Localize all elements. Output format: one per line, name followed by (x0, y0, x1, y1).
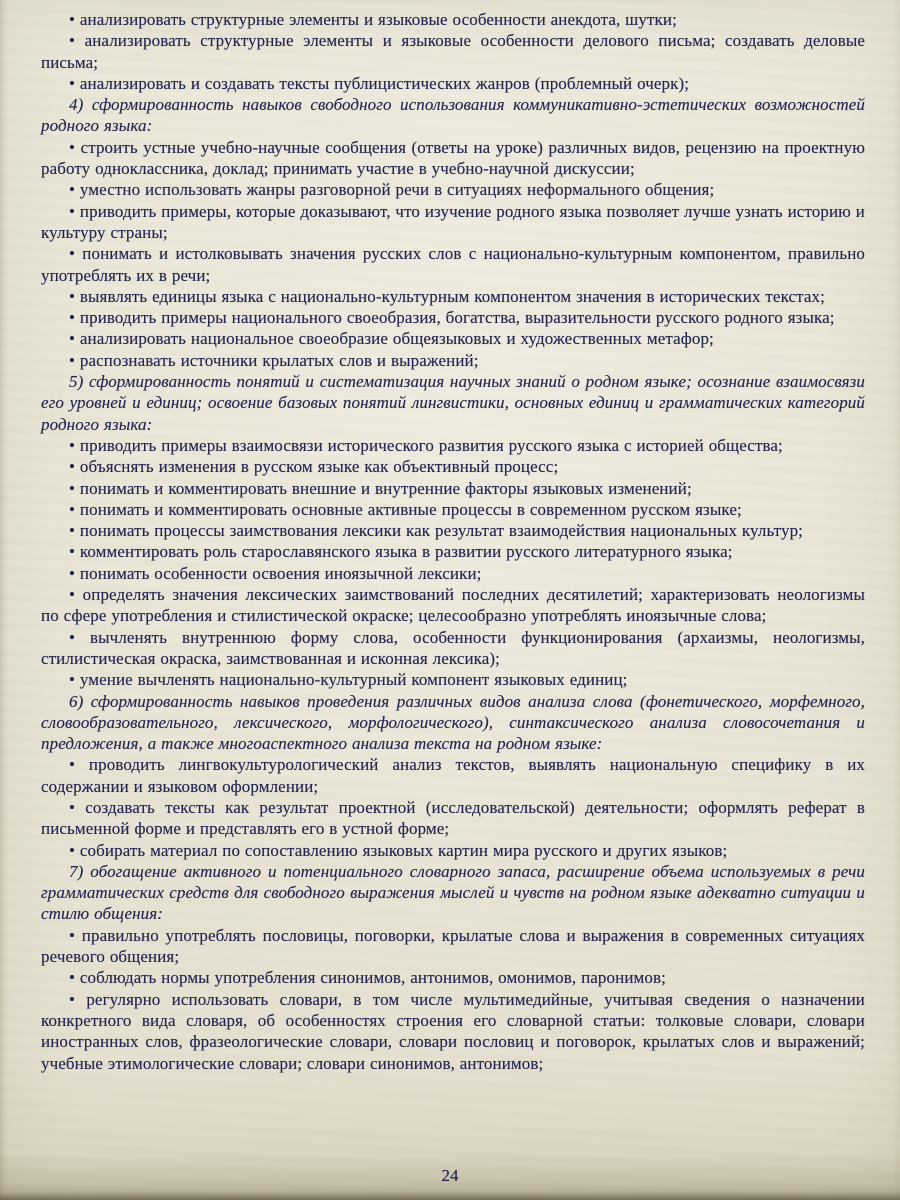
paragraph: • выявлять единицы языка с национально-культурным компонентом значения в исторических текстах; (69, 286, 825, 306)
paragraph: • умение вычленять национально-культурный компонент языковых единиц; (69, 670, 628, 690)
paragraph: • определять значения лексических заимствований последних десятилетий; характеризовать неологизмы по сфере употребления и стилистической окраске; целесообразно употреблять иноязычные слова; (41, 585, 865, 626)
paragraph: • анализировать национальное своеобразие общеязыковых и художественных метафор; (69, 329, 714, 349)
paragraph: • понимать и комментировать внешние и внутренние факторы языковых изменений; (69, 478, 692, 498)
paragraph: • объяснять изменения в русском языке как объективный процесс; (69, 457, 559, 477)
paragraph: • приводить примеры национального своеобразия, богатства, выразительности русского родного языка; (69, 308, 835, 328)
page-number: 24 (441, 1166, 459, 1185)
paragraph: • вычленять внутреннюю форму слова, особенности функционирования (архаизмы, неологизмы, стилистическая окраска, заимствованная и исконная лексика); (41, 627, 865, 668)
paragraph: • анализировать и создавать тексты публицистических жанров (проблемный очерк); (69, 73, 690, 93)
paragraph: • комментировать роль старославянского языка в развитии русского литературного языка; (69, 542, 733, 562)
paragraph: • правильно употреблять пословицы, поговорки, крылатые слова и выражения в современных ситуациях речевого общения; (41, 925, 865, 967)
paragraph: • приводить примеры взаимосвязи исторического развития русского языка с историей общества; (69, 435, 783, 455)
paragraph: • понимать особенности освоения иноязычной лексики; (69, 563, 482, 583)
paragraph: • распознавать источники крылатых слов и выражений; (69, 350, 479, 370)
paragraph: • понимать и истолковывать значения русских слов с национально-культурным компонентом, правильно употреблять их в речи; (41, 244, 865, 285)
paragraph-numbered-item: 4) сформированность навыков свободного использования коммуникативно-эстетических возможностей родного языка: (41, 95, 865, 136)
paragraph: • понимать и комментировать основные активные процессы в современном русском языке; (69, 499, 742, 519)
paragraph: • приводить примеры, которые доказывают, что изучение родного языка позволяет лучше узнать историю и культуру страны; (41, 201, 865, 242)
paragraph: • понимать процессы заимствования лексики как результат взаимодействия национальных культур; (69, 521, 803, 541)
paragraph: • уместно использовать жанры разговорной речи в ситуациях неформального общения; (69, 180, 715, 200)
paragraph: • анализировать структурные элементы и языковые особенности делового письма; создавать деловые письма; (41, 31, 865, 72)
paragraph: • регулярно использовать словари, в том числе мультимедийные, учитывая сведения о назначении конкретного вида словаря, об особенностях строения его словарной статьи: толковые словари, словари иностранных слов, фразеологические словари, словари пословиц и поговорок, крылатых слов и выражений; учебные этимологические словари; словари синонимов, антонимов; (41, 989, 865, 1073)
paragraph-numbered-item: 6) сформированность навыков проведения различных видов анализа слова (фонетического, морфемного, словообразовательного, лексического, морфологического), синтаксического анализа словосочетания и предложения, а также многоаспектного анализа текста на родном языке: (41, 691, 865, 754)
paragraph: • анализировать структурные элементы и языковые особенности анекдота, шутки; (69, 10, 677, 29)
paragraph-numbered-item: 7) обогащение активного и потенциального словарного запаса, расширение объема используемых в речи грамматических средств для свободного выражения мыслей и чувств на родном языке адекватно ситуации и стилю общения: (41, 861, 865, 924)
paragraph-numbered-item: 5) сформированность понятий и систематизация научных знаний о родном языке; осознание взаимосвязи его уровней и единиц; освоение базовых понятий лингвистики, основных единиц и грамматических категорий родного языка: (41, 372, 865, 434)
paragraph: • соблюдать нормы употребления синонимов, антонимов, омонимов, паронимов; (69, 968, 666, 988)
paragraph: • строить устные учебно-научные сообщения (ответы на уроке) различных видов, рецензию на проектную работу одноклассника, доклад; принимать участие в учебно-научной дискуссии; (41, 137, 865, 179)
paragraph: • проводить лингвокультурологический анализ текстов, выявлять национальную специфику в их содержании и языковом оформлении; (41, 755, 865, 796)
document-text-block (41, 9, 865, 1074)
paragraph: • собирать материал по сопоставлению языковых картин мира русского и других языков; (69, 840, 728, 860)
paragraph: • создавать тексты как результат проектной (исследовательской) деятельности; оформлять реферат в письменной форме и представлять его в устной форме; (41, 797, 865, 839)
